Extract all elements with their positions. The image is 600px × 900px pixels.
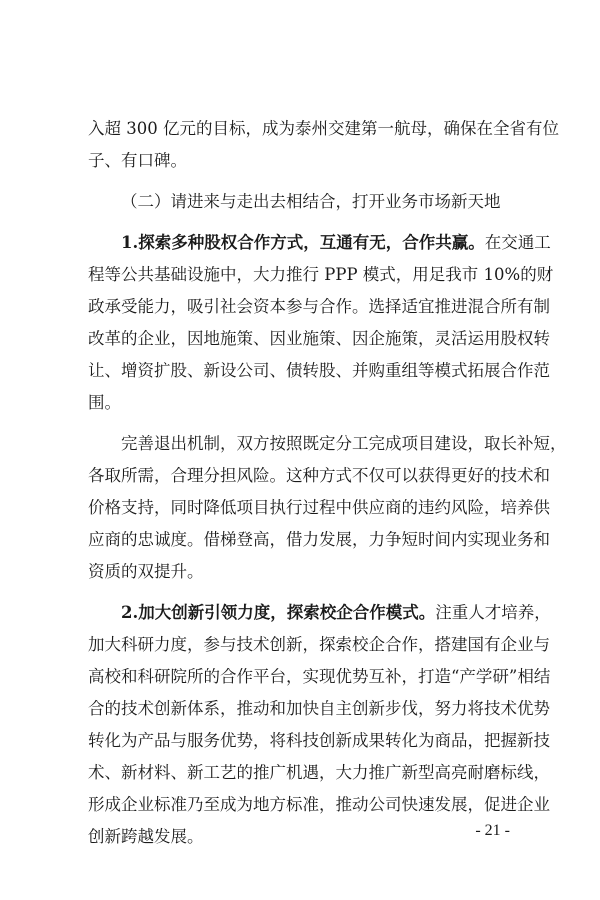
text-line: 合的技术创新体系，推动和加快自主创新步伐，努力将技术优势 (88, 699, 550, 718)
paragraph-4 (88, 597, 551, 853)
text-line: 子、有口碑。 (88, 151, 187, 170)
text-line: 让、增资扩股、新设公司、债转股、并购重组等模式拓展合作范 (88, 361, 550, 380)
text-line: 应商的忠诚度。借梯登高，借力发展，力争短时间内实现业务和 (88, 530, 550, 549)
text-line (88, 597, 551, 629)
text-line: 程等公共基础设施中，大力推行 PPP 模式，用足我市 10%的财 (88, 265, 554, 284)
text-line: 政承受能力，吸引社会资本参与合作。选择适宜推进混合所有制 (88, 297, 550, 316)
text-line: 高校和科研院所的合作平台，实现优势互补，打造“产学研”相结 (88, 667, 551, 686)
bold-lead: 1.探索多种股权合作方式，互通有无，合作共赢。 (121, 233, 485, 252)
section-heading-text: （二）请进来与走出去相结合，打开业务市场新天地 (121, 192, 501, 211)
bold-lead: 2.加大创新引领力度，探索校企合作模式。 (121, 603, 436, 622)
document-body (88, 113, 567, 853)
text-line: 术、新材料、新工艺的推广机遇，大力推广新型高亮耐磨标线， (88, 763, 550, 782)
text-run: 在交通工 (484, 233, 551, 252)
text-line: 各取所需，合理分担风险。这种方式不仅可以获得更好的技术和 (88, 466, 550, 485)
text-line: 加大科研力度，参与技术创新，探索校企合作，搭建国有企业与 (88, 635, 550, 654)
text-line: 转化为产品与服务优势，将科技创新成果转化为商品，把握新技 (88, 731, 550, 750)
text-line: 改革的企业，因地施策、因业施策、因企施策，灵活运用股权转 (88, 329, 550, 348)
text-line: 价格支持，同时降低项目执行过程中供应商的违约风险，培养供 (88, 498, 550, 517)
text-line (88, 227, 551, 259)
paragraph-1 (88, 113, 559, 177)
text-line: 完善退出机制，双方按照既定分工完成项目建设，取长补短， (121, 434, 567, 453)
text-line: 入超 300 亿元的目标，成为泰州交建第一航母，确保在全省有位 (88, 119, 559, 138)
page-number: - 21 - (475, 822, 510, 839)
section-heading (88, 186, 518, 218)
text-run: 注重人才培养， (435, 603, 551, 622)
text-line: 创新跨越发展。 (88, 827, 204, 846)
text-line: 资质的双提升。 (88, 562, 204, 581)
paragraph-2 (88, 227, 554, 419)
text-line: 围。 (88, 393, 121, 412)
paragraph-3 (88, 428, 567, 588)
text-line: 形成企业标准乃至成为地方标准，推动公司快速发展，促进企业 (88, 795, 550, 814)
